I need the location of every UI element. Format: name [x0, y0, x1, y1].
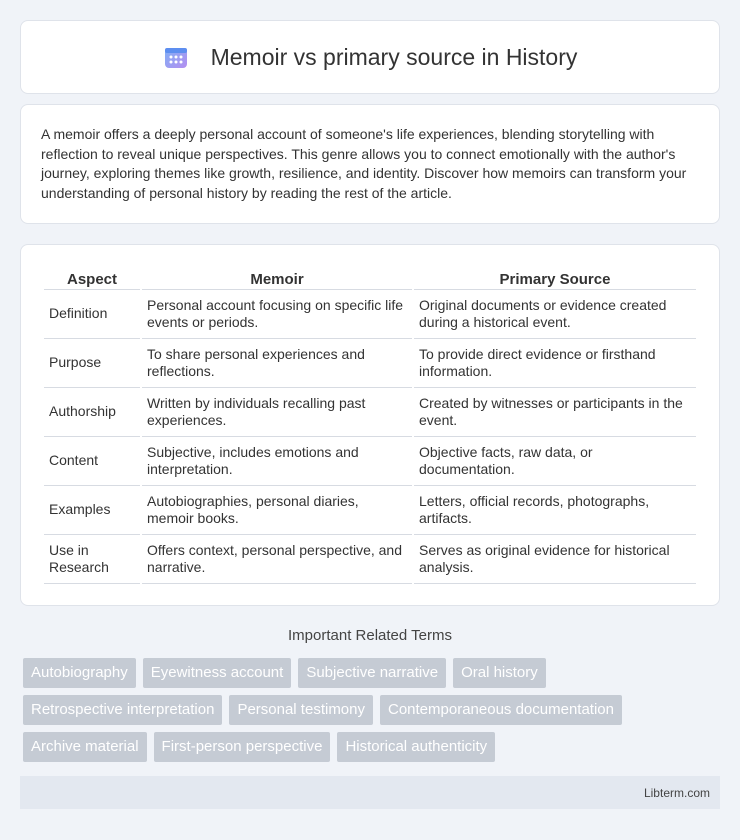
cell-primary-source: Serves as original evidence for historical analysis. — [414, 535, 696, 584]
cell-primary-source: Letters, official records, photographs, artifacts. — [414, 486, 696, 535]
table-row — [44, 388, 696, 437]
table-row — [44, 437, 696, 486]
related-term-tag[interactable]: First-person perspective — [154, 732, 331, 762]
cell-primary-source: Objective facts, raw data, or documentation. — [414, 437, 696, 486]
cell-aspect: Examples — [44, 486, 140, 535]
tag-row — [23, 658, 723, 688]
footer — [20, 776, 720, 809]
cell-primary-source: To provide direct evidence or firsthand information. — [414, 339, 696, 388]
comparison-table-card — [20, 244, 720, 606]
related-term-tag[interactable]: Historical authenticity — [337, 732, 495, 762]
table-row — [44, 486, 696, 535]
table-row — [44, 339, 696, 388]
related-term-tag[interactable]: Archive material — [23, 732, 147, 762]
cell-primary-source: Created by witnesses or participants in the event. — [414, 388, 696, 437]
related-term-tag[interactable]: Autobiography — [23, 658, 136, 688]
column-header-primary-source: Primary Source — [414, 265, 696, 290]
tag-row — [23, 732, 723, 762]
cell-memoir: Personal account focusing on specific life events or periods. — [142, 290, 412, 339]
intro-text: A memoir offers a deeply personal account of someone's life experiences, blending storytelling with reflection to reveal unique perspectives. This genre allows you to connect emotionally with the author's journey, exploring themes like growth, resilience, and identity. Discover how memoirs can transform your understanding of personal history by reading the rest of the article. — [41, 126, 687, 201]
header-card — [20, 20, 720, 94]
calendar-grid-icon — [163, 44, 189, 70]
related-term-tag[interactable]: Contemporaneous documentation — [380, 695, 622, 725]
cell-aspect: Purpose — [44, 339, 140, 388]
page-title: Memoir vs primary source in History — [210, 43, 578, 70]
table-header-row — [44, 265, 696, 290]
column-header-memoir: Memoir — [142, 265, 412, 290]
footer-link[interactable]: Libterm.com — [643, 786, 710, 800]
cell-memoir: Subjective, includes emotions and interpretation. — [142, 437, 412, 486]
related-term-tag[interactable]: Oral history — [453, 658, 546, 688]
table-row — [44, 535, 696, 584]
related-terms-title: Important Related Terms — [288, 627, 452, 644]
cell-aspect: Content — [44, 437, 140, 486]
cell-memoir: Offers context, personal perspective, and narrative. — [142, 535, 412, 584]
cell-memoir: Autobiographies, personal diaries, memoir books. — [142, 486, 412, 535]
cell-aspect: Authorship — [44, 388, 140, 437]
cell-memoir: To share personal experiences and reflections. — [142, 339, 412, 388]
comparison-table — [42, 265, 698, 584]
related-term-tag[interactable]: Subjective narrative — [298, 658, 446, 688]
cell-aspect: Use in Research — [44, 535, 140, 584]
cell-aspect: Definition — [44, 290, 140, 339]
related-term-tag[interactable]: Retrospective interpretation — [23, 695, 222, 725]
table-row — [44, 290, 696, 339]
intro-card — [20, 104, 720, 224]
cell-primary-source: Original documents or evidence created during a historical event. — [414, 290, 696, 339]
column-header-aspect: Aspect — [44, 265, 140, 290]
related-terms-tags — [23, 658, 723, 769]
tag-row — [23, 695, 723, 725]
related-term-tag[interactable]: Eyewitness account — [143, 658, 292, 688]
related-term-tag[interactable]: Personal testimony — [229, 695, 373, 725]
cell-memoir: Written by individuals recalling past experiences. — [142, 388, 412, 437]
